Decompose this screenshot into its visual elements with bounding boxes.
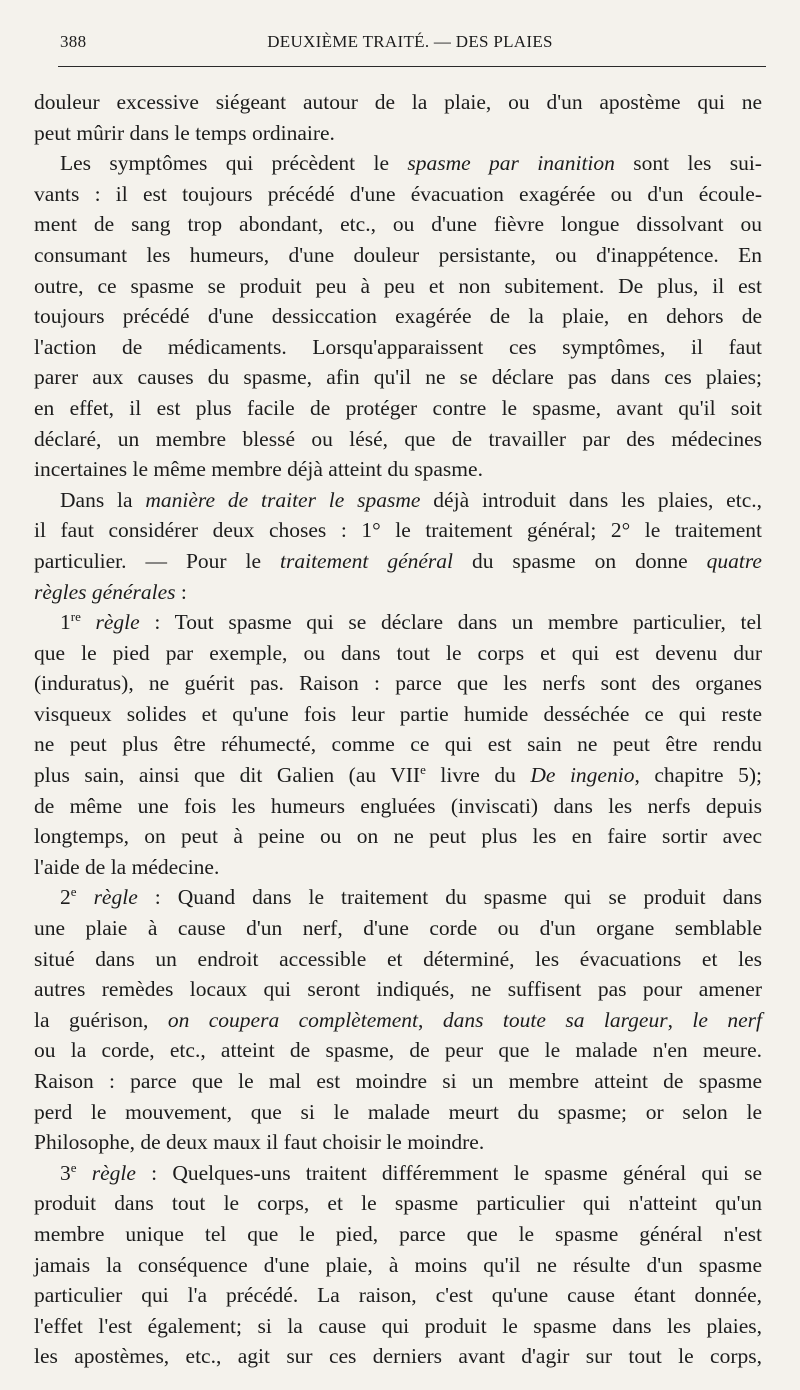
text-line — [34, 118, 762, 149]
line-text: déjà introduit dans les plaies, etc., — [420, 487, 762, 512]
line-text: en effet, il est plus facile de protéger contre le spasme, avant qu'il soit — [34, 395, 762, 420]
line-text: sont les sui- — [614, 151, 762, 176]
line-text: peut mûrir dans le temps ordinaire. — [34, 120, 335, 145]
text-line — [34, 1035, 762, 1066]
italic-text: traitement général — [280, 548, 454, 573]
text-line — [34, 944, 762, 975]
line-text: Philosophe, de deux maux il faut choisir le moindre. — [34, 1130, 485, 1155]
line-text: (induratus), ne guérit pas. Raison : parce que les nerfs sont des organes — [34, 671, 762, 696]
text-line — [34, 729, 762, 760]
text-line — [34, 362, 762, 393]
running-title: DEUXIÈME TRAITÉ. — DES PLAIES — [267, 32, 553, 51]
text-line — [34, 668, 762, 699]
text-line — [34, 882, 762, 913]
text-line — [34, 699, 762, 730]
line-text: produit dans tout le corps, et le spasme particulier qui n'atteint qu'un — [34, 1191, 762, 1216]
superscript-text: e — [420, 761, 426, 777]
text-line — [34, 485, 762, 516]
line-text: : Quelques-uns traitent différemment le spasme général qui se — [135, 1160, 762, 1185]
line-text: ou la corde, etc., atteint de spasme, de peur que le malade n'en meure. — [34, 1038, 762, 1063]
text-line — [34, 1250, 762, 1281]
line-text: Dans la — [60, 487, 146, 512]
line-text — [77, 885, 94, 909]
line-text: 1 — [60, 610, 71, 635]
line-text: du spasme on donne — [453, 548, 707, 573]
text-line — [34, 271, 762, 302]
text-line — [34, 546, 762, 577]
line-text: , — [667, 1007, 693, 1032]
italic-text: règle — [95, 610, 140, 635]
text-line — [34, 638, 762, 669]
page-header — [60, 30, 760, 58]
italic-text: règle — [93, 885, 138, 910]
text-line — [34, 1311, 762, 1342]
line-text: plus sain, ainsi que dit Galien (au VII — [34, 763, 421, 788]
text-line — [34, 1280, 762, 1311]
line-text: la guérison, — [34, 1007, 168, 1032]
line-text: visqueux solides et qu'une fois leur partie humide desséchée ce qui reste — [34, 701, 762, 726]
line-text: livre du — [425, 763, 531, 788]
line-text: , — [418, 1007, 443, 1032]
text-line — [34, 577, 762, 608]
text-line — [34, 1127, 762, 1158]
line-text: incertaines le même membre déjà atteint du spasme. — [34, 457, 483, 482]
line-text: que le pied par exemple, ou dans tout le corps et qui est devenu dur — [34, 640, 762, 665]
page-number: 388 — [60, 32, 87, 51]
line-text: toujours précédé d'une dessiccation exagérée de la plaie, en dehors de — [34, 304, 762, 329]
italic-text: on coupera complètement — [167, 1007, 419, 1032]
superscript-text: e — [70, 1159, 77, 1175]
line-text: perd le mouvement, que si le malade meurt du spasme; or selon le — [34, 1099, 762, 1124]
text-line — [34, 454, 762, 485]
line-text: parer aux causes du spasme, afin qu'il ne se déclare pas dans ces plaies; — [34, 365, 762, 390]
text-line — [34, 1219, 762, 1250]
italic-text: le nerf — [692, 1007, 762, 1032]
line-text: longtemps, on peut à peine ou on ne peut plus les en faire sortir avec — [34, 824, 762, 849]
line-text: de même une fois les humeurs engluées (inviscati) dans les nerfs depuis — [34, 793, 762, 818]
line-text: vants : il est toujours précédé d'une évacuation exagérée ou d'un écoule- — [34, 181, 762, 206]
text-line — [34, 791, 762, 822]
italic-text: De ingenio — [530, 763, 635, 788]
line-text: douleur excessive siégeant autour de la plaie, ou d'un apostème qui ne — [34, 90, 762, 114]
line-text: 3 — [60, 1160, 71, 1185]
line-text: l'action de médicaments. Lorsqu'apparaissent ces symptômes, il faut — [34, 334, 762, 359]
line-text — [77, 1161, 92, 1185]
line-text: : Quand dans le traitement du spasme qui se produit dans — [137, 885, 763, 910]
italic-text: dans toute sa largeur — [442, 1007, 668, 1032]
line-text: outre, ce spasme se produit peu à peu et non subitement. De plus, il est — [34, 273, 762, 298]
body-text — [34, 87, 762, 1372]
text-line — [34, 301, 762, 332]
line-text: : — [175, 579, 187, 604]
text-line — [34, 821, 762, 852]
line-text: Les symptômes qui précèdent le — [60, 151, 408, 176]
text-line — [34, 607, 762, 638]
line-text: , chapitre 5); — [634, 763, 762, 788]
line-text: l'effet l'est également; si la cause qui produit le spasme dans les plaies, — [34, 1313, 762, 1338]
line-text: particulier qui l'a précédé. La raison, c'est qu'une cause étant donnée, — [34, 1283, 762, 1308]
text-line — [34, 179, 762, 210]
text-line — [34, 148, 762, 179]
text-line — [34, 332, 762, 363]
text-line — [34, 393, 762, 424]
text-line — [34, 1066, 762, 1097]
superscript-text: e — [70, 884, 77, 900]
line-text: : Tout spasme qui se déclare dans un membre particulier, tel — [139, 610, 762, 635]
line-text: les apostèmes, etc., agit sur ces derniers avant d'agir sur tout le corps, — [34, 1344, 762, 1369]
line-text: déclaré, un membre blessé ou lésé, que de travailler par des médecines — [34, 426, 762, 451]
line-text: jamais la conséquence d'une plaie, à moins qu'il ne résulte d'un spasme — [34, 1252, 762, 1277]
line-text: consumant les humeurs, d'une douleur persistante, ou d'inappétence. En — [34, 242, 762, 267]
text-line — [34, 87, 762, 118]
line-text: autres remèdes locaux qui seront indiqués, ne suffisent pas pour amener — [34, 977, 762, 1002]
line-text: membre unique tel que le pied, parce que le spasme général n'est — [34, 1221, 762, 1246]
italic-text: manière de traiter le spasme — [145, 487, 421, 512]
line-text: l'aide de la médecine. — [34, 854, 220, 879]
line-text: il faut considérer deux choses : 1° le traitement général; 2° le traitement — [34, 518, 762, 543]
text-line — [34, 209, 762, 240]
line-text: une plaie à cause d'un nerf, d'une corde ou d'un organe semblable — [34, 916, 762, 941]
text-line — [34, 1005, 762, 1036]
text-line — [34, 852, 762, 883]
text-line — [34, 760, 762, 791]
text-line — [34, 515, 762, 546]
italic-text: règle — [91, 1160, 136, 1185]
superscript-text: re — [70, 608, 81, 624]
line-text: ne peut plus être réhumecté, comme ce qui est sain ne peut être rendu — [34, 732, 762, 757]
text-line — [34, 1188, 762, 1219]
header-rule — [58, 66, 766, 67]
text-line — [34, 1158, 762, 1189]
italic-text: spasme par inanition — [407, 151, 615, 176]
line-text: 2 — [60, 885, 71, 910]
text-line — [34, 1097, 762, 1128]
text-line — [34, 974, 762, 1005]
text-line — [34, 240, 762, 271]
line-text: particulier. — Pour le — [34, 548, 280, 573]
italic-text: règles générales — [34, 579, 176, 604]
line-text: Raison : parce que le mal est moindre si un membre atteint de spasme — [34, 1069, 762, 1093]
italic-text: quatre — [706, 548, 762, 573]
text-line — [34, 1341, 762, 1372]
text-line — [34, 913, 762, 944]
line-text: ment de sang trop abondant, etc., ou d'une fièvre longue dissolvant ou — [34, 212, 762, 237]
text-line — [34, 424, 762, 455]
line-text: situé dans un endroit accessible et déterminé, les évacuations et les — [34, 946, 762, 971]
line-text — [81, 610, 96, 634]
